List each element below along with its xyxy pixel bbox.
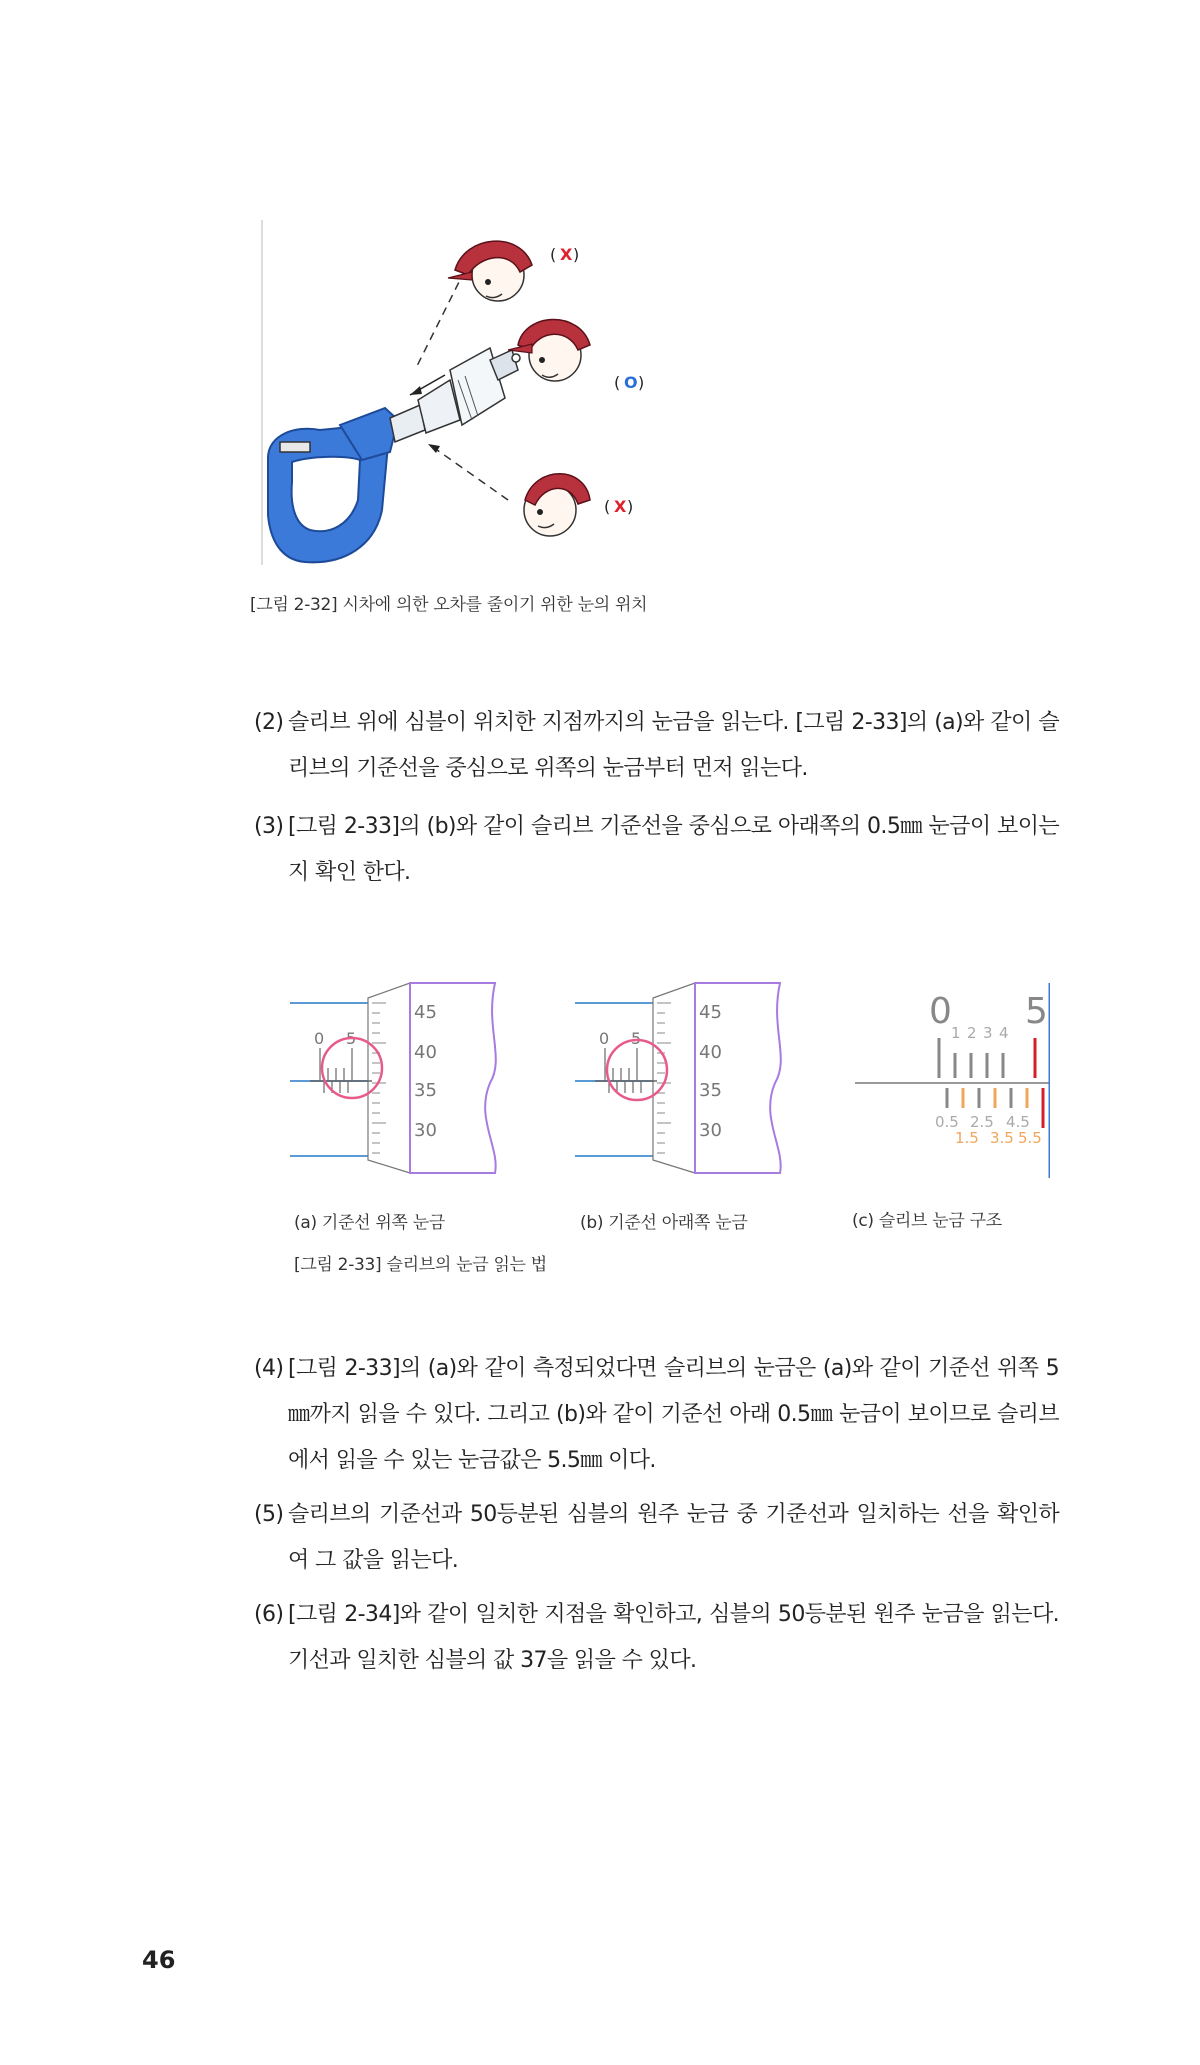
svg-text:3.5: 3.5 [990,1129,1014,1147]
paragraph-2 [254,700,1059,792]
paragraph-text: [그림 2-34]와 같이 일치한 지점을 확인하고, 심블의 50등분된 원주 눈금을 읽는다. 기선과 일치한 심블의 값 37을 읽을 수 있다. [288,1602,1059,1673]
svg-text:1.5: 1.5 [955,1129,979,1147]
svg-text:35: 35 [414,1080,437,1101]
paragraph-3 [254,804,1059,896]
page-number: 46 [142,1946,176,1974]
paragraph-group-a [254,700,1059,896]
svg-text:45: 45 [699,1002,722,1023]
subcaption-b: (b) 기준선 아래쪽 눈금 [580,1213,748,1233]
panel-a [290,983,496,1173]
paragraph-number: (4) [254,1356,284,1381]
svg-text:0: 0 [314,1029,325,1048]
svg-text:5: 5 [631,1029,642,1048]
sleeve-reading-diagrams [290,978,1050,1188]
head-top [448,241,532,301]
figure-2-33-caption: [그림 2-33] 슬리브의 눈금 읽는 법 [294,1255,547,1275]
figure-2-33 [290,978,1050,1192]
svg-text:5: 5 [346,1029,357,1048]
svg-text:2.5: 2.5 [970,1113,994,1131]
mark-top-paren-open: ( [550,245,557,264]
figure-2-32-caption: [그림 2-32] 시차에 의한 오차를 줄이기 위한 눈의 위치 [250,595,648,615]
svg-text:35: 35 [699,1080,722,1101]
paragraph-text: 슬리브 위에 심블이 위치한 지점까지의 눈금을 읽는다. [그림 2-33]의 (a)와 같이 슬리브의 기준선을 중심으로 위쪽의 눈금부터 먼저 읽는다. [288,710,1059,781]
svg-text:): ) [573,245,580,264]
svg-text:40: 40 [414,1042,437,1063]
subcaption-a: (a) 기준선 위쪽 눈금 [294,1213,445,1233]
svg-text:5: 5 [1025,991,1048,1032]
panel-c [855,983,1050,1178]
svg-text:2: 2 [967,1024,977,1042]
paragraph-text: [그림 2-33]의 (b)와 같이 슬리브 기준선을 중심으로 아래쪽의 0.5㎜ 눈금이 보이는지 확인 한다. [288,814,1059,885]
paragraph-number: (6) [254,1602,284,1627]
panel-b [575,983,781,1173]
mark-bottom: X [614,497,627,516]
paragraph-group-b [254,1346,1059,1684]
mark-middle: O [624,373,638,392]
svg-text:(: ( [604,497,611,516]
svg-text:0.5: 0.5 [935,1113,959,1131]
svg-text:4: 4 [999,1024,1009,1042]
head-middle [508,319,590,381]
svg-text:4.5: 4.5 [1006,1113,1030,1131]
figure-2-32 [250,220,670,580]
svg-text:(: ( [614,373,621,392]
svg-text:30: 30 [699,1120,722,1141]
paragraph-5 [254,1492,1059,1584]
svg-text:40: 40 [699,1042,722,1063]
svg-text:1: 1 [951,1024,961,1042]
svg-text:): ) [627,497,634,516]
svg-text:): ) [638,373,645,392]
svg-text:30: 30 [414,1120,437,1141]
svg-text:45: 45 [414,1002,437,1023]
paragraph-text: 슬리브의 기준선과 50등분된 심블의 원주 눈금 중 기준선과 일치하는 선을 확인하여 그 값을 읽는다. [288,1502,1059,1573]
micrometer-eye-position-illustration [250,220,670,580]
subcaption-c: (c) 슬리브 눈금 구조 [852,1211,1002,1231]
paragraph-number: (3) [254,814,284,839]
paragraph-6 [254,1592,1059,1684]
paragraph-4 [254,1346,1059,1484]
svg-text:0: 0 [599,1029,610,1048]
paragraph-text: [그림 2-33]의 (a)와 같이 측정되었다면 슬리브의 눈금은 (a)와 같이 기준선 위쪽 5㎜까지 읽을 수 있다. 그리고 (b)와 같이 기준선 아래 0.5㎜ 눈금이 보이므로 슬리브에서 읽을 수 있는 눈금값은 5.5㎜ 이다. [288,1356,1059,1473]
svg-text:5.5: 5.5 [1018,1129,1042,1147]
mark-top: X [560,245,573,264]
svg-text:3: 3 [983,1024,993,1042]
paragraph-number: (2) [254,710,284,735]
svg-text:0: 0 [929,991,952,1032]
paragraph-number: (5) [254,1502,284,1527]
head-bottom [524,474,590,536]
